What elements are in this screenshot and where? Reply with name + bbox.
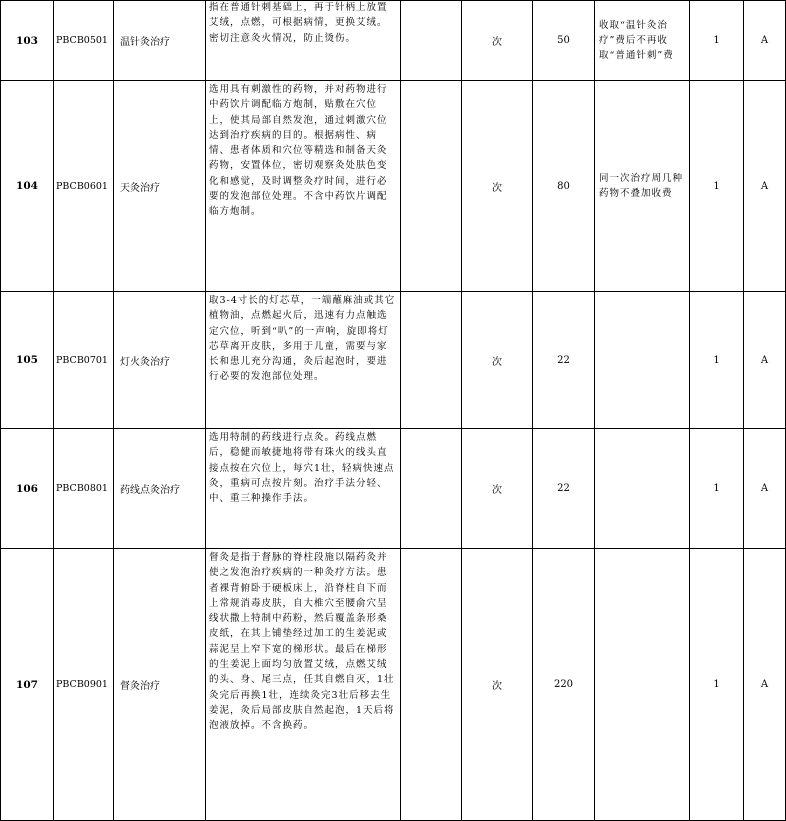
description-text: 督灸是指于督脉的脊柱段施以隔药灸并使之发泡治疗疾病的一种灸疗方法。患者裸背俯卧于硬板床上，沿脊柱自下而上常规消毒皮肤，自大椎穴至腰俞穴呈线状撒上特制中药粉，然后覆盖条形桑皮纸，在其上铺垫经过加工的生姜泥或蒜泥呈上窄下宽的梯形状。最后在梯形的生姜泥上面均匀放置艾绒，点燃艾绒的头、身、尾三点，任其自燃自灭，1壮灸完后再换1壮，连续灸完3壮后移去生姜泥，灸后局部皮肤自然起泡，1天后将泡液放掉。不含换药。 bbox=[209, 552, 395, 732]
note-text: 同一次治疗周几种药物不叠加收费 bbox=[599, 172, 684, 199]
item-description bbox=[206, 549, 401, 821]
empty-cell bbox=[401, 549, 462, 821]
table-row bbox=[1, 429, 786, 549]
item-name: 温针灸治疗 bbox=[114, 1, 206, 81]
item-price: 220 bbox=[533, 549, 595, 821]
item-description bbox=[206, 429, 401, 549]
item-note bbox=[595, 81, 690, 292]
item-grade: A bbox=[744, 292, 786, 429]
item-unit: 次 bbox=[462, 292, 533, 429]
item-description bbox=[206, 1, 401, 81]
item-quantity: 1 bbox=[690, 429, 744, 549]
item-note bbox=[595, 292, 690, 429]
item-code: PBCB0801 bbox=[54, 429, 114, 549]
item-price: 22 bbox=[533, 429, 595, 549]
empty-cell bbox=[401, 81, 462, 292]
item-grade: A bbox=[744, 81, 786, 292]
description-text: 取3-4寸长的灯芯草，一端蘸麻油或其它植物油，点燃起火后，迅速有力点触选定穴位，听到“叭”的一声响，旋即将灯芯草离开皮肤，多用于儿童，需要与家长和患儿充分沟通，灸后起泡时，要进行必要的发泡部位处理。 bbox=[209, 295, 396, 383]
item-quantity: 1 bbox=[690, 1, 744, 81]
item-grade: A bbox=[744, 549, 786, 821]
empty-cell bbox=[401, 429, 462, 549]
item-unit: 次 bbox=[462, 429, 533, 549]
item-code: PBCB0701 bbox=[54, 292, 114, 429]
description-text: 指在普通针刺基础上，再于针柄上放置艾绒，点燃，可根据病情，更换艾绒。密切注意灸火情况，防止烫伤。 bbox=[209, 2, 388, 44]
item-number: 106 bbox=[1, 429, 54, 549]
table-row bbox=[1, 292, 786, 429]
description-text: 选用特制的药线进行点灸。药线点燃后，稳健而敏捷地将带有珠火的线头直接点按在穴位上，每穴1壮，轻病快速点灸，重病可点按片刻。治疗手法分轻、中、重三种操作手法。 bbox=[209, 432, 395, 505]
item-name: 药线点灸治疗 bbox=[114, 429, 206, 549]
item-code: PBCB0901 bbox=[54, 549, 114, 821]
item-description bbox=[206, 292, 401, 429]
item-grade: A bbox=[744, 1, 786, 81]
item-price: 22 bbox=[533, 292, 595, 429]
empty-cell bbox=[401, 1, 462, 81]
note-text: 收取“温针灸治疗”费后不再收取“普通针刺”费 bbox=[599, 19, 674, 62]
item-number: 107 bbox=[1, 549, 54, 821]
item-price: 50 bbox=[533, 1, 595, 81]
description-text: 选用具有刺激性的药物，并对药物进行中药饮片调配临方炮制，贴敷在穴位上，使其局部自然发泡，通过刺激穴位达到治疗疾病的目的。根据病性、病情、患者体质和穴位等精选和制备天灸药物，安置体位，密切观察灸处肤色变化和感觉，及时调整灸疗时间，进行必要的发泡部位处理。不含中药饮片调配临方炮制。 bbox=[209, 84, 388, 218]
item-number: 103 bbox=[1, 1, 54, 81]
item-unit: 次 bbox=[462, 81, 533, 292]
item-number: 104 bbox=[1, 81, 54, 292]
item-grade: A bbox=[744, 429, 786, 549]
item-name: 督灸治疗 bbox=[114, 549, 206, 821]
item-unit: 次 bbox=[462, 549, 533, 821]
item-unit: 次 bbox=[462, 1, 533, 81]
item-code: PBCB0501 bbox=[54, 1, 114, 81]
item-quantity: 1 bbox=[690, 292, 744, 429]
item-name: 天灸治疗 bbox=[114, 81, 206, 292]
item-quantity: 1 bbox=[690, 549, 744, 821]
item-note bbox=[595, 549, 690, 821]
item-name: 灯火灸治疗 bbox=[114, 292, 206, 429]
item-description bbox=[206, 81, 401, 292]
item-code: PBCB0601 bbox=[54, 81, 114, 292]
item-note bbox=[595, 429, 690, 549]
table-row bbox=[1, 1, 786, 81]
table-row bbox=[1, 549, 786, 821]
item-note bbox=[595, 1, 690, 81]
empty-cell bbox=[401, 292, 462, 429]
table-row bbox=[1, 81, 786, 292]
item-quantity: 1 bbox=[690, 81, 744, 292]
item-number: 105 bbox=[1, 292, 54, 429]
item-price: 80 bbox=[533, 81, 595, 292]
